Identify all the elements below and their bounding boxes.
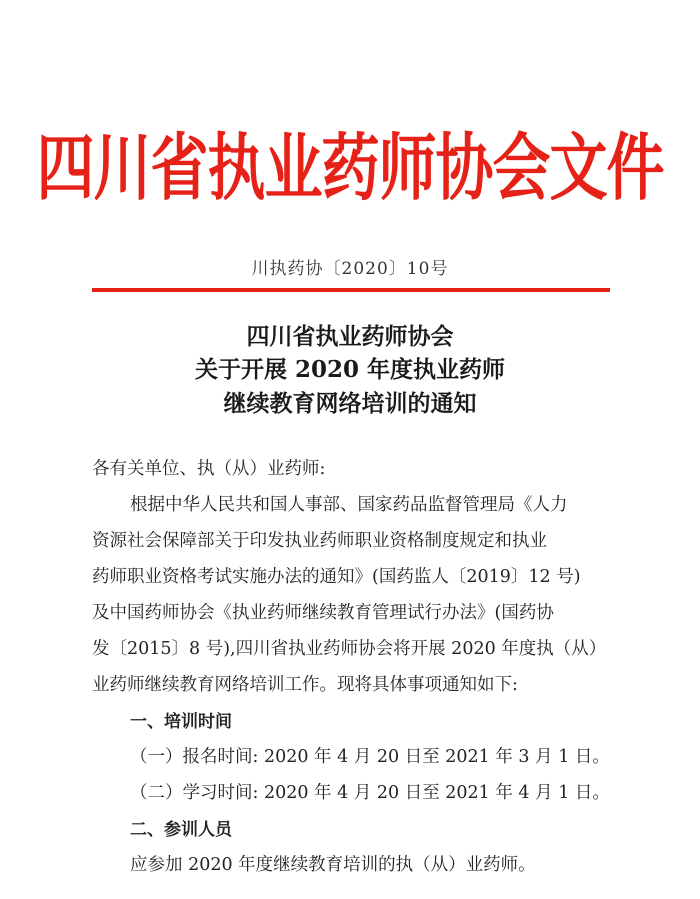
participants-text: 应参加 2020 年度继续教育培训的执（从）业药师。	[130, 855, 536, 875]
notice-title-line-1: 四川省执业药师协会	[246, 323, 454, 350]
document-masthead: 四川省执业药师协会文件	[36, 125, 664, 211]
section-heading-participants: 二、参训人员	[130, 820, 232, 840]
section-heading-training-time: 一、培训时间	[130, 712, 232, 732]
document-number: 川执药协〔2020〕10号	[251, 259, 449, 279]
salutation: 各有关单位、执（从）业药师:	[92, 459, 326, 479]
registration-time-item: （一）报名时间: 2020 年 4 月 20 日至 2021 年 3 月 1 日。	[130, 747, 610, 767]
notice-title-line-3: 继续教育网络培训的通知	[223, 390, 477, 417]
paragraph-line: 根据中华人民共和国人事部、国家药品监督管理局《人力	[130, 495, 568, 515]
red-divider-line	[92, 288, 610, 292]
paragraph-line: 药师职业资格考试实施办法的通知》(国药监人〔2019〕12 号)	[92, 567, 581, 587]
notice-title-line-2: 关于开展 2020 年度执业药师	[194, 356, 506, 383]
paragraph-line: 业药师继续教育网络培训工作。现将具体事项通知如下:	[92, 675, 518, 695]
paragraph-line: 发〔2015〕8 号),四川省执业药师协会将开展 2020 年度执（从）	[92, 639, 607, 659]
study-time-item: （二）学习时间: 2020 年 4 月 20 日至 2021 年 4 月 1 日。	[130, 783, 610, 803]
paragraph-line: 资源社会保障部关于印发执业药师职业资格制度规定和执业	[92, 531, 547, 551]
paragraph-line: 及中国药师协会《执业药师继续教育管理试行办法》(国药协	[92, 603, 554, 623]
